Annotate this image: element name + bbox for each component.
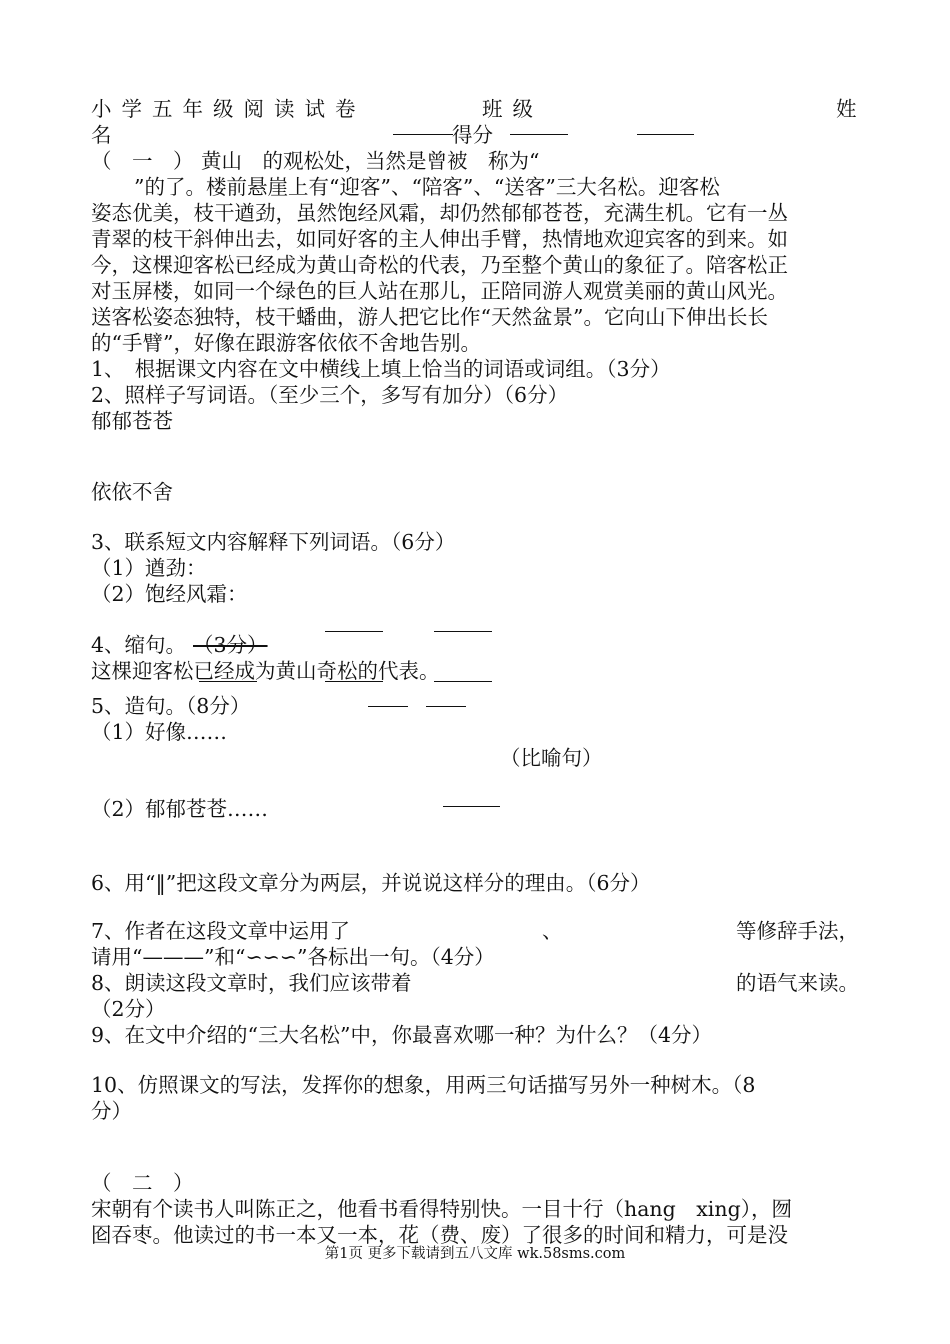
question-10-line-1: 10、仿照课文的写法，发挥你的想象，用两三句话描写另外一种树木。（8 [91, 1073, 756, 1097]
question-3-item-2: （2）饱经风霜： [91, 582, 248, 606]
question-3: 3、联系短文内容解释下列词语。（6分） [91, 530, 456, 554]
class-label: 班级 [482, 97, 543, 121]
question-7-part-a: 7、作者在这段文章中运用了 [91, 919, 351, 943]
question-8-line-1 [91, 970, 859, 996]
question-5-blank-2 [426, 706, 466, 707]
question-8-part-a: 8、朗读这段文章时，我们应该带着 [91, 971, 412, 995]
question-7-part-b: 、 [542, 919, 563, 943]
passage-line-3: 姿态优美，枝干遒劲，虽然饱经风霜，却仍然郁郁苍苍，充满生机。它有一丛 [91, 201, 788, 225]
question-3-item-1: （1）遒劲： [91, 556, 207, 580]
passage-line-8: 的“手臂”，好像在跟游客依依不舍地告别。 [91, 331, 481, 355]
page-footer: 第1页 更多下载请到五八文库 wk.58sms.com [324, 1246, 626, 1262]
question-5-blank-1 [368, 706, 408, 707]
question-5-item-2: （2）郁郁苍苍…… [91, 797, 269, 821]
question-2-example-1: 郁郁苍苍 [91, 409, 173, 433]
question-4-score: （3分） [193, 633, 268, 657]
passage-line-4: 青翠的枝干斜伸出去，如同好客的主人伸出手臂，热情地欢迎宾客的到来。如 [91, 227, 788, 251]
question-8-score: （2分） [91, 997, 166, 1021]
question-4-blank-2 [434, 631, 492, 632]
question-5-blank-3 [443, 806, 500, 807]
question-4-blank-1 [325, 631, 383, 632]
question-7-part-c: 等修辞手法， [736, 919, 859, 943]
question-2-example-2: 依依不舍 [91, 480, 173, 504]
section2-passage-line-2: 囵吞枣。他读过的书一本又一本，花（费、废）了很多的时间和精力，可是没 [91, 1223, 788, 1247]
passage-line-2: ”的了。楼前悬崖上有“迎客”、“陪客”、“送客”三大名松。迎客松 [134, 175, 720, 199]
question-5-item-1: （1）好像…… [91, 720, 228, 744]
name-label-2: 名 [91, 123, 112, 147]
class-blank [393, 134, 453, 135]
question-10-line-2: 分） [91, 1099, 132, 1123]
question-7-line-1 [91, 918, 859, 944]
section2-label: （ 二 ） [91, 1171, 194, 1195]
question-7-line-2: 请用“———”和“∽∽∽”各标出一句。（4分） [91, 945, 495, 969]
question-5-item-1-note: （比喻句） [500, 746, 603, 770]
section2-passage-line-1: 宋朝有个读书人叫陈正之，他看书看得特别快。一目十行（hang xing），囫 [91, 1197, 792, 1221]
passage-line-7: 送客松姿态独特，枝干蟠曲，游人把它比作“天然盆景”。它向山下伸出长长 [91, 305, 768, 329]
question-8-part-b: 的语气来读。 [736, 971, 859, 995]
question-4-blank-4 [325, 681, 383, 682]
passage-line-6: 对玉屏楼，如同一个绿色的巨人站在那儿，正陪同游人观赏美丽的黄山风光。 [91, 279, 788, 303]
question-1: 1、 根据课文内容在文中横线上填上恰当的词语或词组。（3分） [91, 357, 671, 381]
score-label: 得分 [452, 123, 493, 147]
name-label-1: 姓 [836, 97, 857, 121]
question-4-blank-3 [199, 681, 257, 682]
question-4-sentence: 这棵迎客松已经成为黄山奇松的代表。 [91, 659, 440, 683]
section1-label: （ 一 ） [91, 149, 194, 173]
question-6: 6、用“‖”把这段文章分为两层，并说说这样分的理由。（6分） [91, 871, 651, 895]
question-5: 5、造句。（8分） [91, 694, 251, 718]
exam-title: 小学五年级阅读试卷 [91, 97, 366, 121]
question-4: 4、缩句。 [91, 633, 187, 657]
question-9: 9、在文中介绍的“三大名松”中，你最喜欢哪一种？为什么？（4分） [91, 1023, 713, 1047]
passage-line-1: 黄山 的观松处，当然是曾被 称为“ [201, 149, 540, 173]
score-blank [510, 134, 568, 135]
question-2: 2、照样子写词语。（至少三个，多写有加分）（6分） [91, 383, 569, 407]
name-blank [637, 134, 694, 135]
passage-line-5: 今，这棵迎客松已经成为黄山奇松的代表，乃至整个黄山的象征了。陪客松正 [91, 253, 788, 277]
question-4-blank-5 [434, 681, 492, 682]
